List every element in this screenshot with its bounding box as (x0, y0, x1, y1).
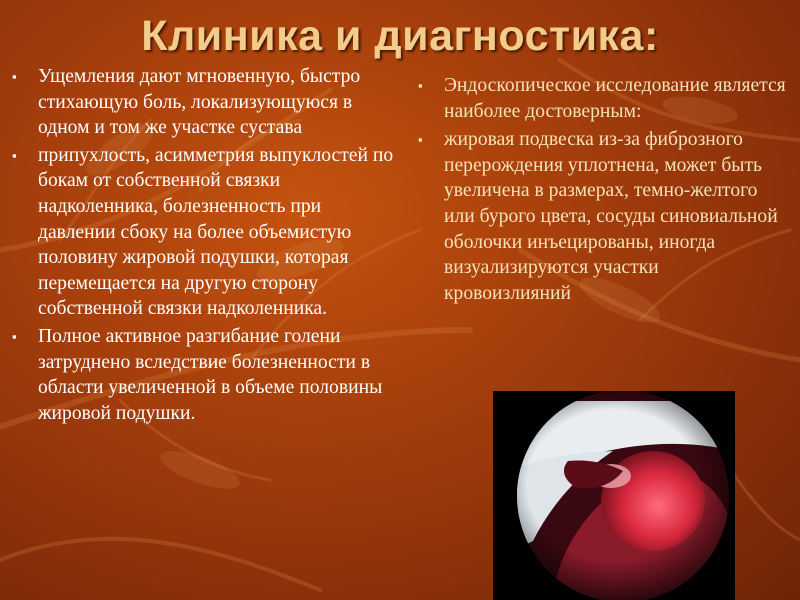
endoscopic-image (493, 391, 735, 600)
right-bullet-list (418, 73, 786, 309)
bullet-text: Ущемления дают мгновенную, быстро стихающую боль, локализующуюся в одном и том же участке сустава (38, 66, 361, 139)
bullet-text: жировая подвеска из-за фиброзного перерождения уплотнена, может быть увеличена в размерах, темно-желтого или бурого цвета, сосуды синовиальной оболочки инъецированы, иногда визуализируются участки кровоизлияний (444, 129, 778, 304)
left-bullet-list (12, 64, 400, 428)
bullet-icon: ▪ (12, 147, 17, 163)
list-item (418, 127, 786, 306)
bullet-icon: ▪ (12, 328, 17, 344)
list-item (418, 73, 786, 124)
list-item (12, 143, 400, 322)
bullet-text: Полное активное разгибание голени затруднено вследствие болезненности в области увеличенной в объеме половины жировой подушки. (38, 325, 383, 424)
slide-title: Клиника и диагностика: (141, 12, 659, 60)
list-item (12, 324, 400, 426)
bullet-text: Эндоскопическое исследование является наиболее достоверным: (444, 75, 786, 122)
bullet-icon: ▪ (12, 69, 17, 84)
bullet-icon: ▪ (418, 132, 423, 148)
bullet-text: припухлость, асимметрия выпуклостей по бокам от собственной связки надколенника, болезненность при давлении сбоку на более объемистую половину жировой подушки, которая перемещается на другую сторону собственной связки надколенника. (38, 144, 394, 320)
list-item (12, 64, 400, 141)
bullet-icon: ▪ (418, 78, 423, 93)
